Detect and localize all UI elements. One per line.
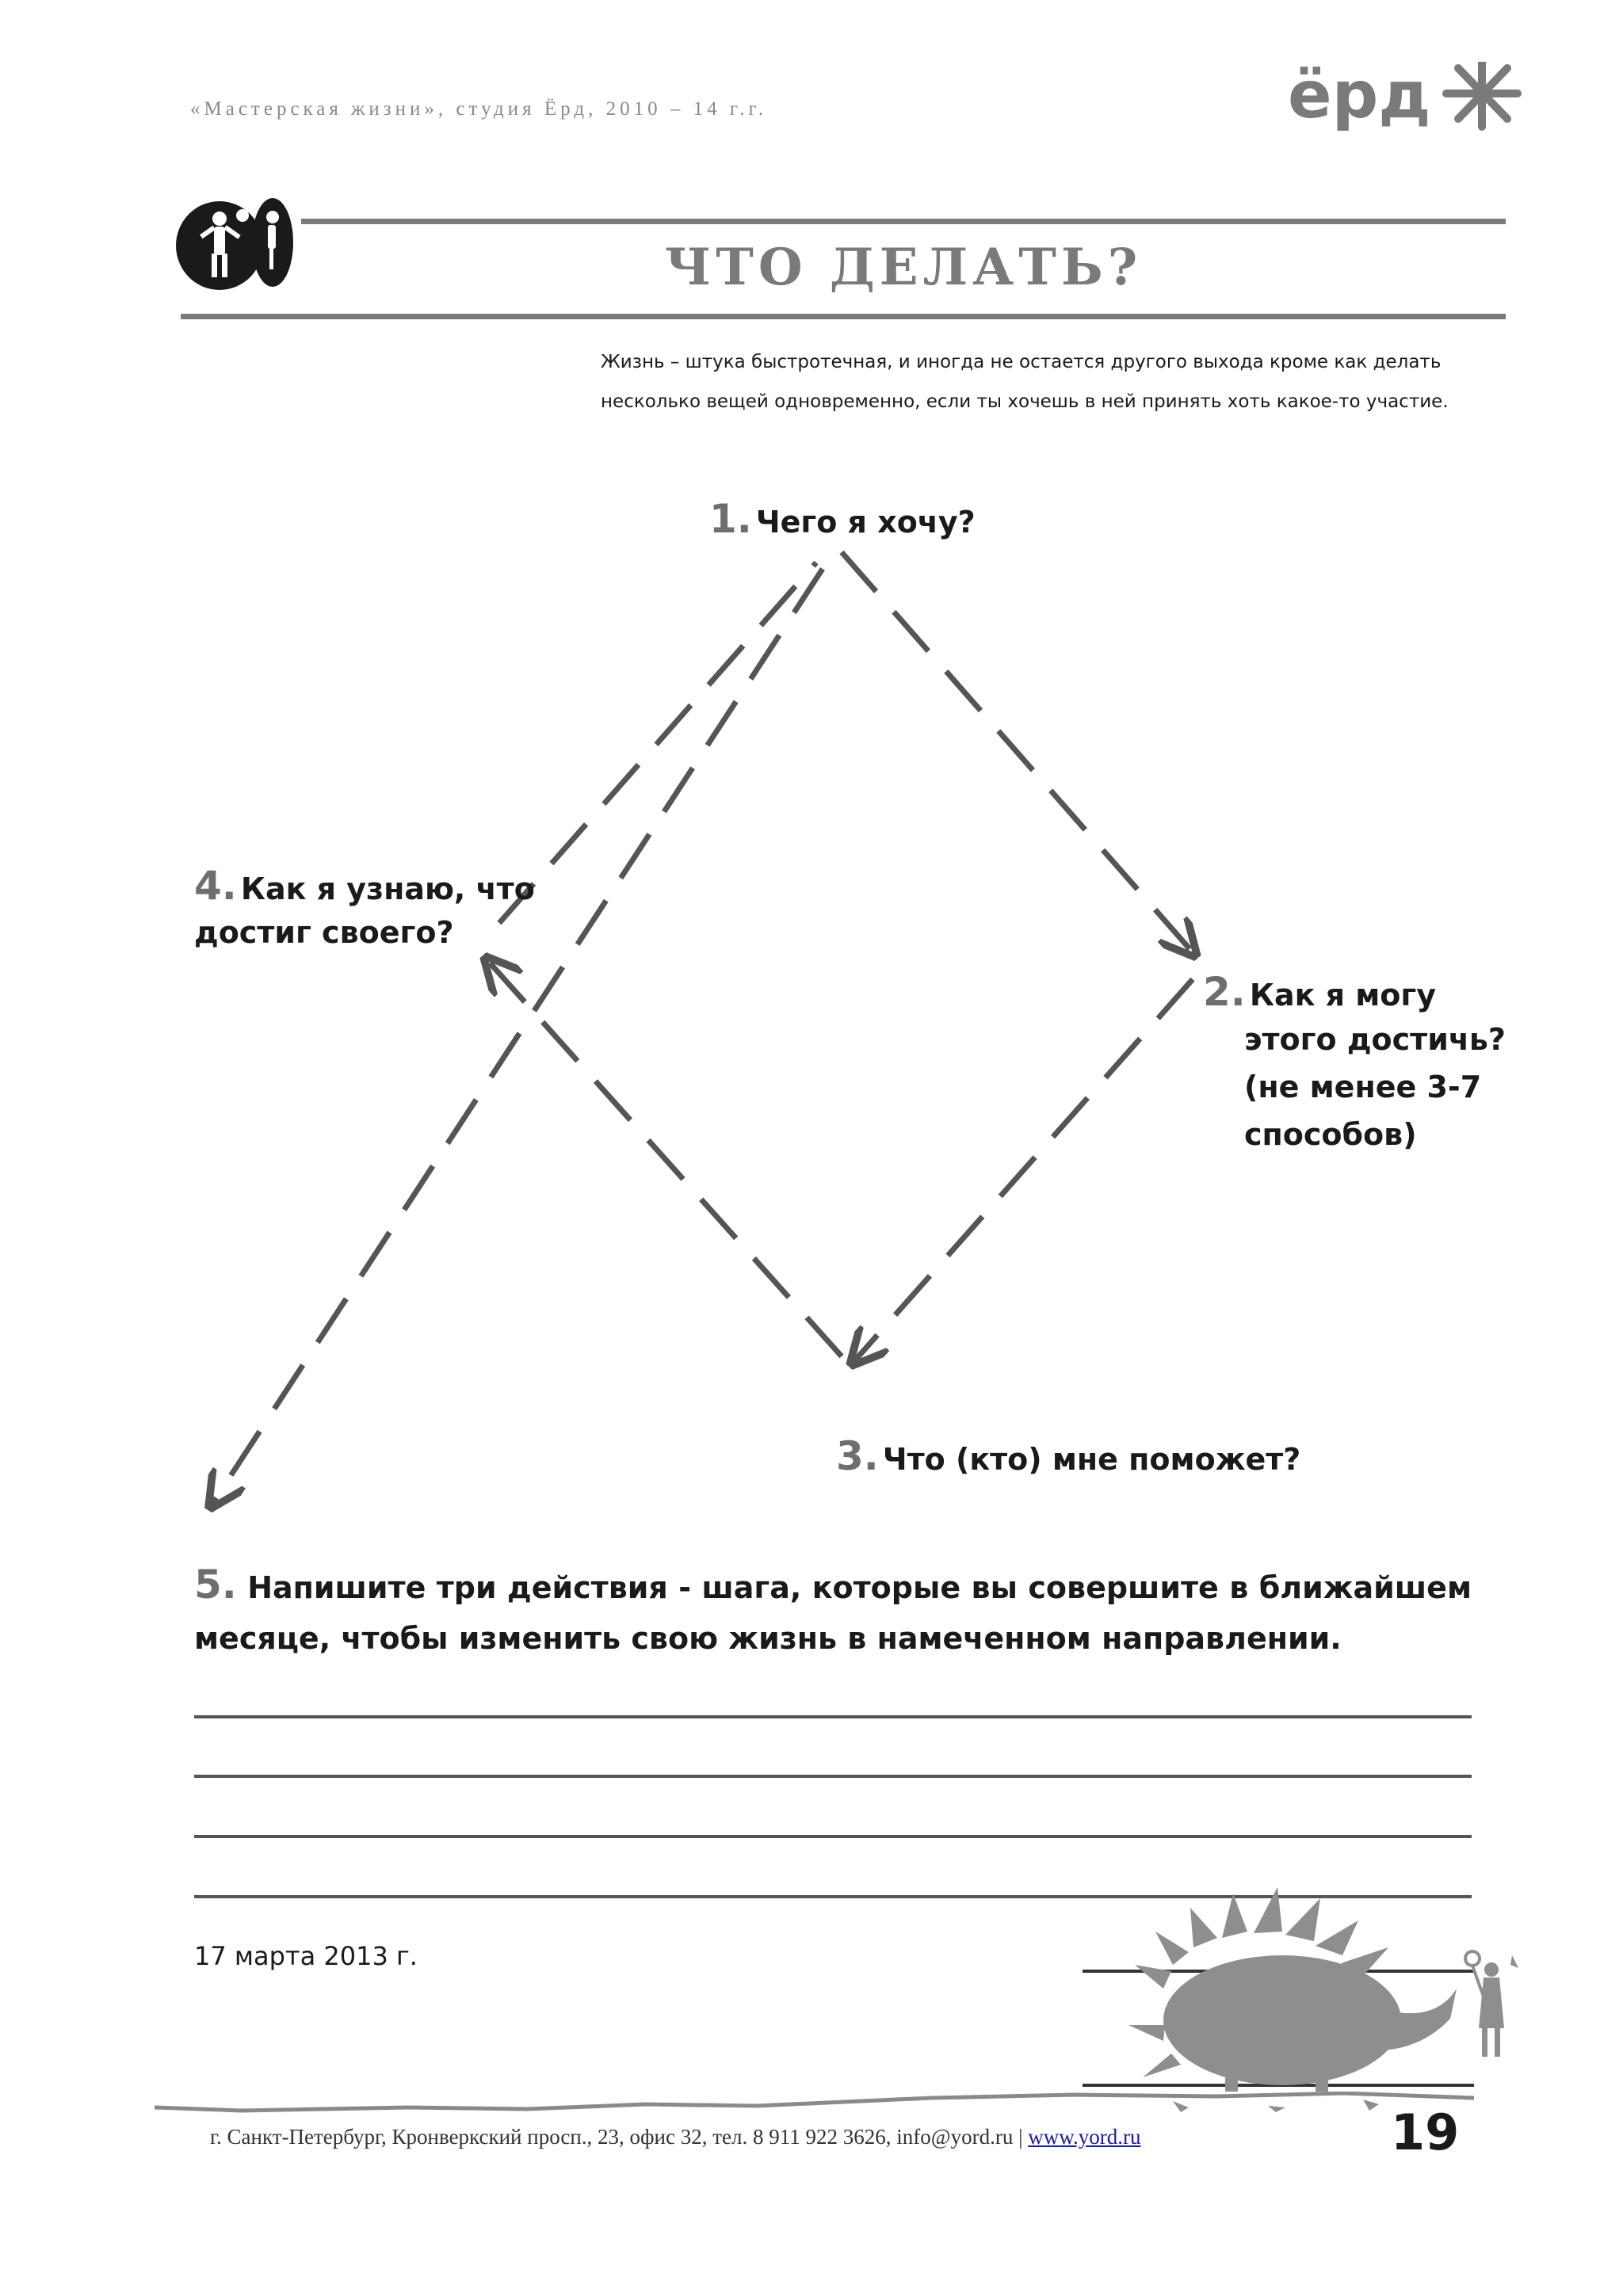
page-title: ЧТО ДЕЛАТЬ? [664,238,1143,297]
question-4-number: 4. [194,863,237,909]
page-number: 19 [1391,2103,1460,2161]
arrow-1-to-5 [212,569,823,1504]
intro-line-1: Жизнь – штука быстротечная, и иногда не остается другого выхода кроме как делать [601,352,1442,372]
question-1 [709,495,976,552]
question-3 [836,1432,1300,1489]
footer-contacts [210,2125,1140,2149]
answer-line-2[interactable] [194,1775,1472,1778]
footer-website-link[interactable]: www.yord.ru [1028,2125,1141,2149]
question-4-line-2: достиг своего? [194,915,454,950]
question-3-number: 3. [836,1433,879,1479]
hedgehog-illustration [1078,1870,1537,2115]
arrow-3-to-4 [488,961,842,1356]
question-2-number: 2. [1203,969,1246,1015]
intro-line-2: несколько вещей одновременно, если ты хочешь в ней принять хоть какое-то участие. [601,391,1449,412]
question-2-line-2: этого достичь? [1244,1022,1506,1057]
question-4 [194,862,535,919]
question-3-text: Что (кто) мне поможет? [882,1442,1301,1477]
task-5-number: 5. [194,1562,237,1608]
header-caption: «Мастерская жизни», студия Ёрд, 2010 – 14 г.г. [190,98,768,120]
footer-separator: | [1018,2125,1023,2149]
question-4-line-1: Как я узнаю, что [240,871,535,906]
arrow-4-to-1 [499,563,816,923]
logo-text: ёрд [1288,62,1431,133]
question-2-line-4: способов) [1244,1117,1417,1152]
arrow-2-to-3 [854,979,1193,1361]
arrow-1-to-2 [842,552,1193,952]
answer-line-3[interactable] [194,1835,1472,1838]
task-5-text: Напишите три действия - шага, которые вы совершите в ближайшем месяце, чтобы изменить свою жизнь в намеченном направлении. [194,1570,1472,1656]
question-2-line-1: Как я могу [1249,978,1437,1013]
question-2 [1203,968,1436,1025]
question-1-number: 1. [709,496,752,542]
question-1-text: Чего я хочу? [755,505,976,540]
date-text: 17 марта 2013 г. [194,1941,418,1971]
task-5 [194,1559,1472,1664]
footer-address: г. Санкт-Петербург, Кронверкский просп., 23, офис 32, тел. 8 911 922 3626, info@yord.ru [210,2125,1014,2149]
question-2-line-3: (не менее 3-7 [1244,1070,1482,1104]
answer-line-1[interactable] [194,1715,1472,1718]
